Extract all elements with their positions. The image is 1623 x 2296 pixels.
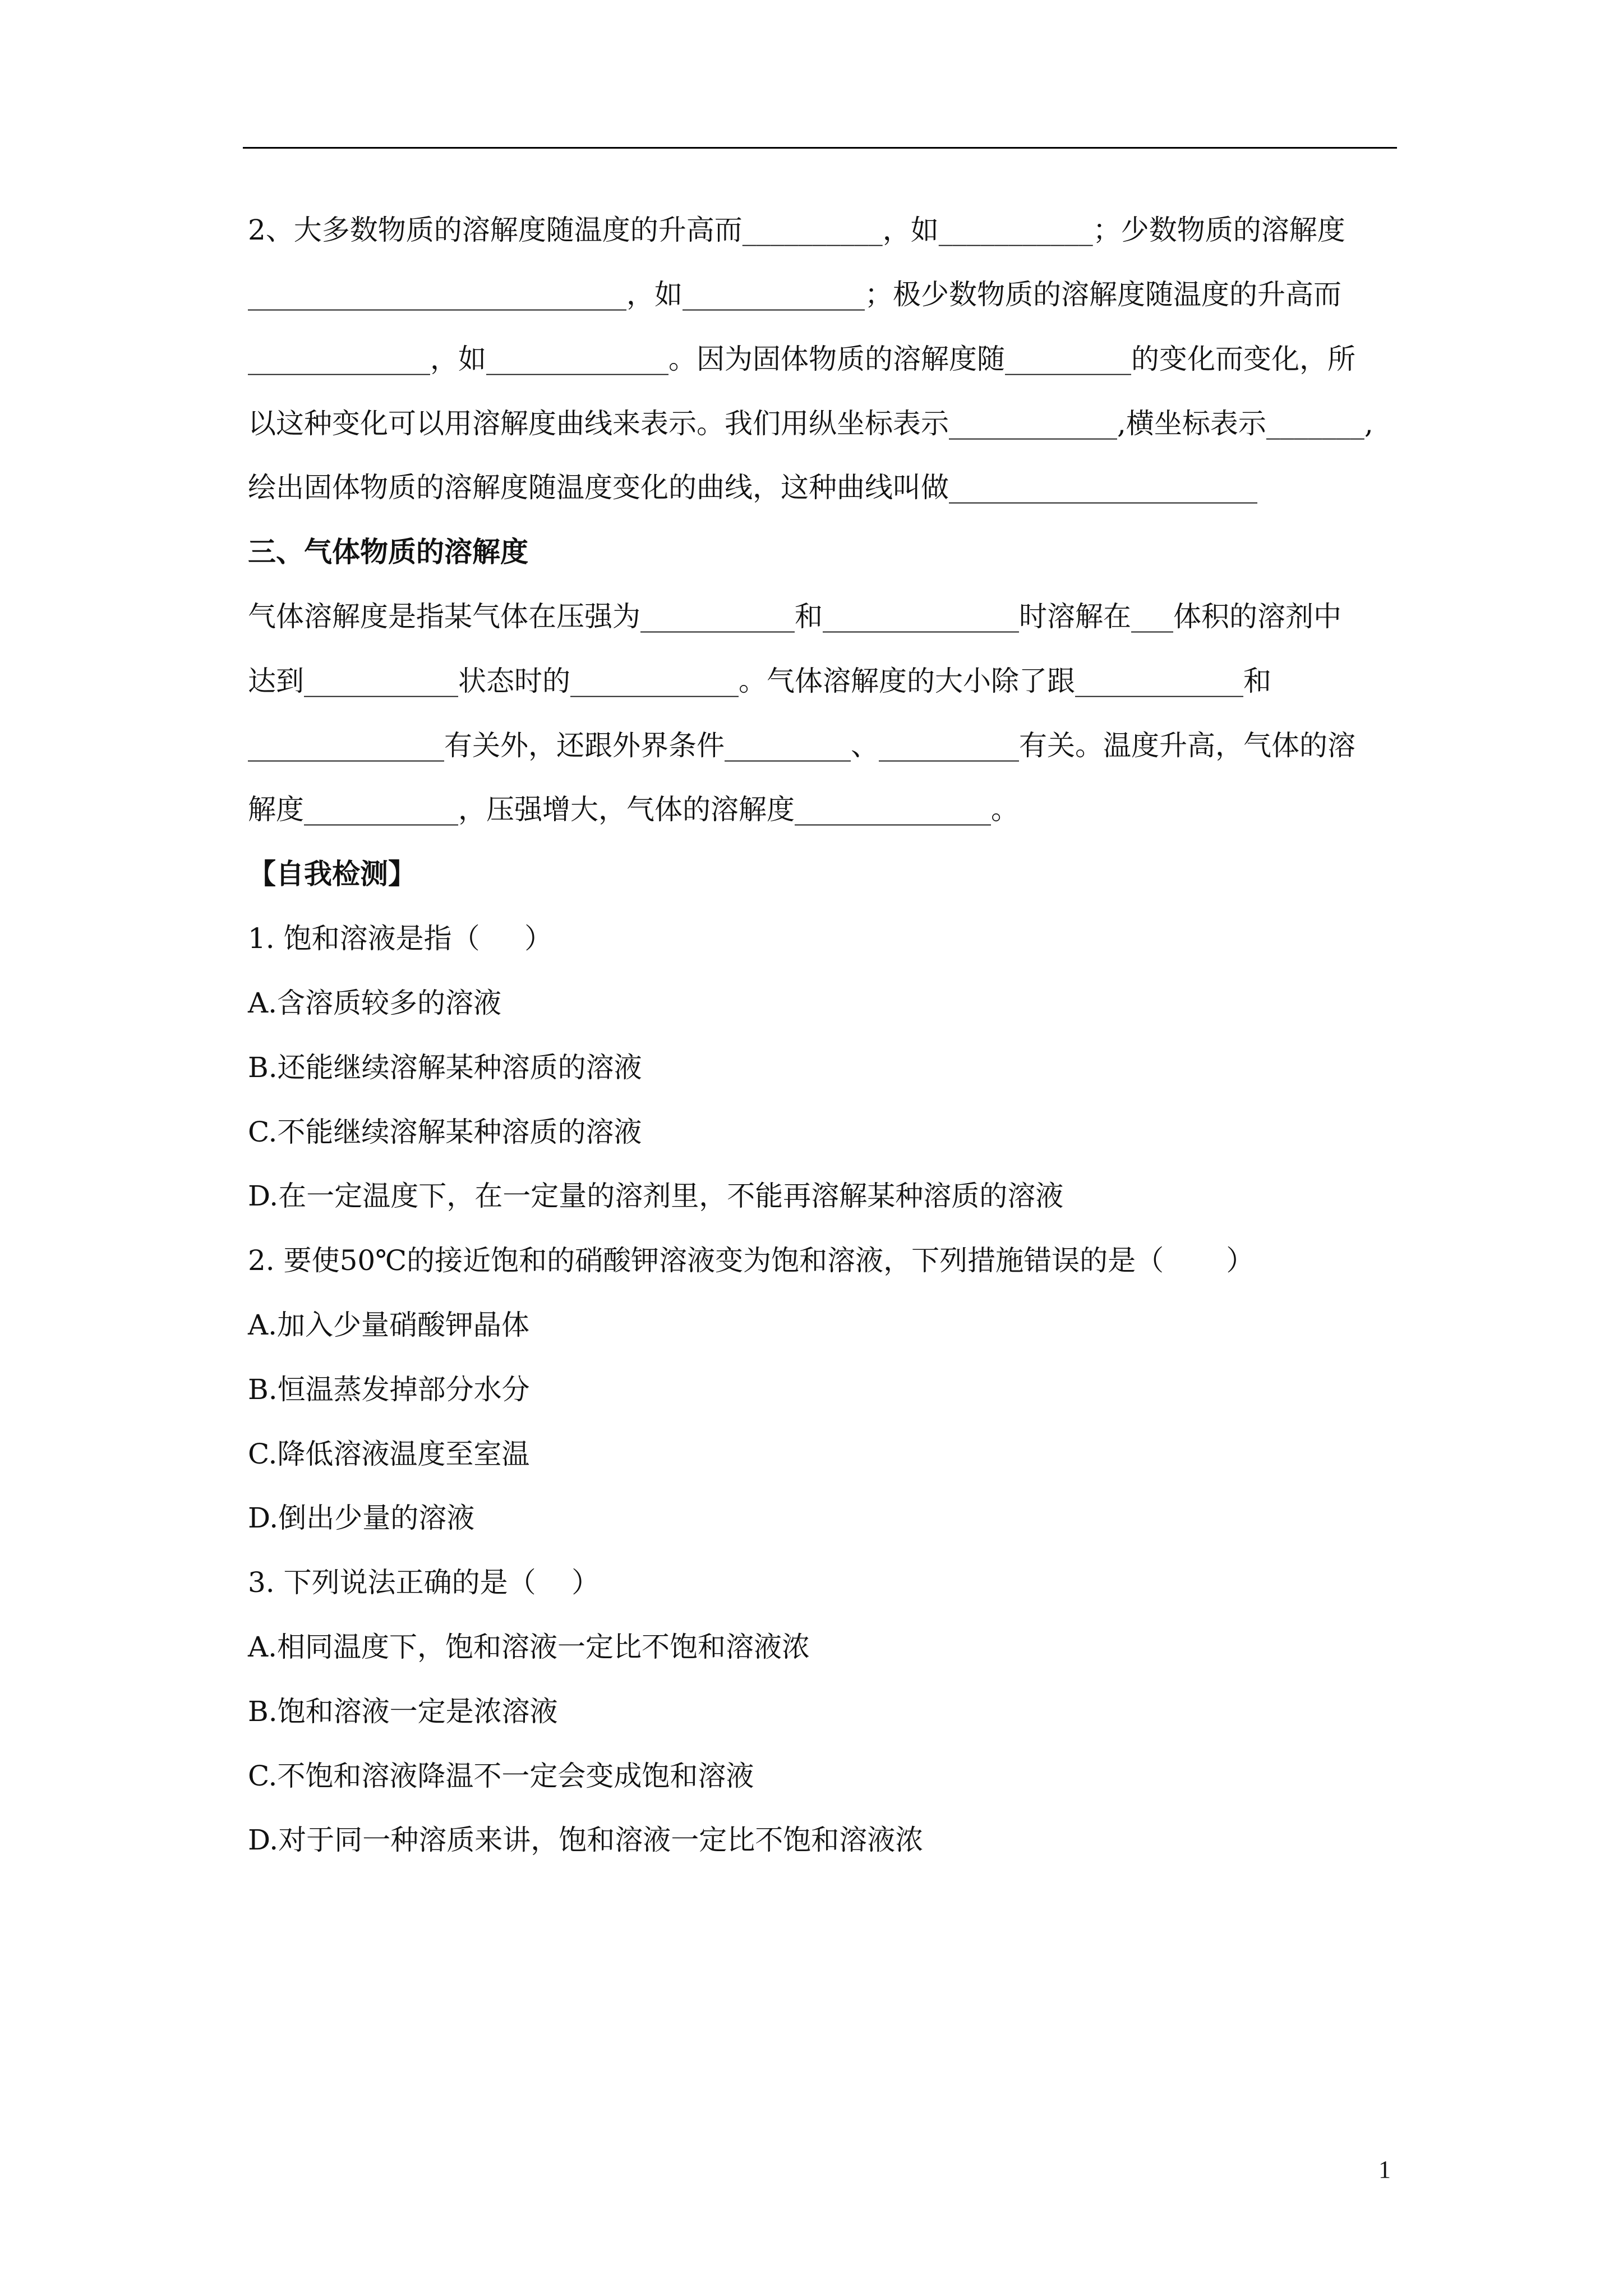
section-heading: 【自我检测】	[248, 857, 416, 890]
text-line: 以这种变化可以用溶解度曲线来表示。我们用纵坐标表示____________,横坐标表示_______,	[248, 407, 1373, 440]
text-line: 气体溶解度是指某气体在压强为___________和______________时溶解在___体积的溶剂中	[248, 600, 1341, 633]
option: B.恒温蒸发掉部分水分	[248, 1373, 530, 1406]
option: B.饱和溶液一定是浓溶液	[248, 1695, 558, 1728]
text-line: ___________________________，如_____________；极少数物质的溶解度随温度的升高而	[248, 278, 1341, 311]
text-line: ______________有关外，还跟外界条件_________、__________有关。温度升高，气体的溶	[248, 729, 1355, 762]
text-line: _____________，如_____________。因为固体物质的溶解度随_________的变化而变化，所	[248, 343, 1355, 375]
option: C.降低溶液温度至室温	[248, 1438, 530, 1470]
option: A.含溶质较多的溶液	[248, 987, 502, 1019]
option: D.对于同一种溶质来讲，饱和溶液一定比不饱和溶液浓	[248, 1824, 924, 1856]
option: D.倒出少量的溶液	[248, 1502, 475, 1534]
option: C.不饱和溶液降温不一定会变成饱和溶液	[248, 1760, 754, 1792]
header-rule	[243, 147, 1397, 149]
question-2: 2. 要使50℃的接近饱和的硝酸钾溶液变为饱和溶液，下列措施错误的是（ ）	[248, 1244, 1255, 1277]
option: B.还能继续溶解某种溶质的溶液	[248, 1051, 642, 1084]
question-1: 1. 饱和溶液是指（ ）	[248, 922, 553, 955]
option: C.不能继续溶解某种溶质的溶液	[248, 1116, 642, 1148]
text-line: 达到___________状态时的____________。气体溶解度的大小除了跟____________和	[248, 665, 1271, 697]
text-line: 绘出固体物质的溶解度随温度变化的曲线，这种曲线叫做______________________	[248, 471, 1257, 504]
text-line: 2、大多数物质的溶解度随温度的升高而__________，如___________；少数物质的溶解度	[248, 214, 1345, 246]
option: D.在一定温度下，在一定量的溶剂里，不能再溶解某种溶质的溶液	[248, 1180, 1064, 1212]
question-3: 3. 下列说法正确的是（ ）	[248, 1566, 600, 1599]
section-heading: 三、气体物质的溶解度	[248, 535, 528, 568]
option: A.相同温度下，饱和溶液一定比不饱和溶液浓	[248, 1631, 810, 1663]
option: A.加入少量硝酸钾晶体	[248, 1309, 530, 1341]
page-number: 1	[1378, 2156, 1391, 2183]
text-line: 解度___________，压强增大，气体的溶解度______________。	[248, 793, 1019, 826]
